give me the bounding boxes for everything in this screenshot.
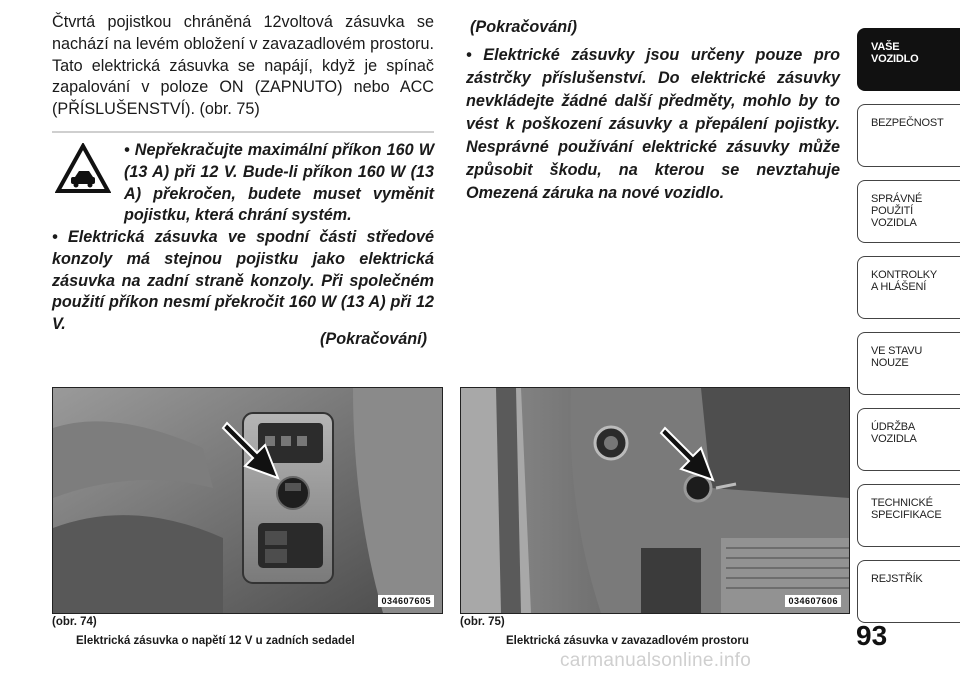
tab-label-line: VE STAVU — [871, 345, 923, 357]
tab-label-line: VOZIDLA — [871, 433, 917, 445]
continued-label-left: (Pokračování) — [320, 330, 428, 348]
figure-75-caption: Elektrická zásuvka v zavazadlovém prostoru — [506, 635, 749, 647]
figure-74-ref: (obr. 74) — [52, 616, 97, 628]
tab-label-line: VOZIDLA — [871, 217, 917, 229]
intro-paragraph: Čtvrtá pojistkou chráněná 12voltová zásuvka se nachází na levém obložení v zavazadlovém prostoru. Tato elektrická zásuvka se napájí, když je spínač zapalování v poloze ON (ZAPNUTO) nebo ACC (PŘÍSLUŠENSTVÍ). (obr. 75) — [52, 13, 434, 119]
figure-75-code: 034607606 — [785, 595, 841, 607]
right-bullet: • Elektrické zásuvky jsou určeny pouze pro zástrčky příslušenství. Do elektrické zásuvky nevkládejte žádné další předměty, mohlo by to vést k poškození zásuvky a přepálení pojistky. Nesprávné používání elektrické zásuvky může způsobit škodu, na kterou se nevztahuje Omezená záruka na nové vozidlo. — [466, 46, 840, 202]
warning-text-block — [52, 140, 434, 227]
tab-label-line: A HLÁŠENÍ — [871, 281, 927, 293]
tab-ve-stavu-nouze[interactable] — [857, 332, 960, 395]
tab-label-line: POUŽITÍ — [871, 205, 913, 217]
tab-bezpečnost[interactable] — [857, 104, 960, 167]
tab-technické-specifikace[interactable] — [857, 484, 960, 547]
tab-label-line: TECHNICKÉ — [871, 497, 933, 509]
warning-bullet-2: • Elektrická zásuvka ve spodní části středové konzoly má stejnou pojistku jako elektrická zásuvka na zadní straně konzoly. Při společném použití příkon nesmí překročit 160 W (13 A) při 12 V. — [52, 228, 434, 334]
figure-74-caption: Elektrická zásuvka o napětí 12 V u zadních sedadel — [76, 635, 355, 647]
figure-74-code: 034607605 — [378, 595, 434, 607]
tab-label-line: ÚDRŽBA — [871, 421, 916, 433]
tab-label-line: SPECIFIKACE — [871, 509, 942, 521]
figure-75-photo — [460, 387, 850, 614]
figure-75-ref: (obr. 75) — [460, 616, 505, 628]
tab-kontrolky-a-hlášení[interactable] — [857, 256, 960, 319]
tab-label-line: VOZIDLO — [871, 53, 919, 65]
continued-header-right: (Pokračování) — [470, 18, 578, 36]
tab-label-line: REJSTŘÍK — [871, 573, 923, 585]
figure-74-photo — [52, 387, 443, 614]
tab-vaše-vozidlo[interactable] — [857, 28, 960, 91]
page-number: 93 — [856, 620, 888, 651]
tab-label-line: SPRÁVNÉ — [871, 193, 923, 205]
tab-label-line: BEZPEČNOST — [871, 117, 944, 129]
warning-bullet-1-text: • Nepřekračujte maximální příkon 160 W (13 A) při 12 V. Bude-li příkon 160 W (13 A) překročen, budete muset vyměnit pojistku, která chrání systém. — [124, 141, 434, 225]
tab-údržba-vozidla[interactable] — [857, 408, 960, 471]
watermark: carmanualsonline.info — [560, 650, 752, 671]
tab-label-line: KONTROLKY — [871, 269, 938, 281]
tab-label-line: VAŠE — [871, 41, 900, 53]
tab-rejstřík[interactable] — [857, 560, 960, 623]
tab-správné-použití-vozidla[interactable] — [857, 180, 960, 243]
tab-label-line: NOUZE — [871, 357, 909, 369]
warning-top-rule — [52, 131, 434, 133]
